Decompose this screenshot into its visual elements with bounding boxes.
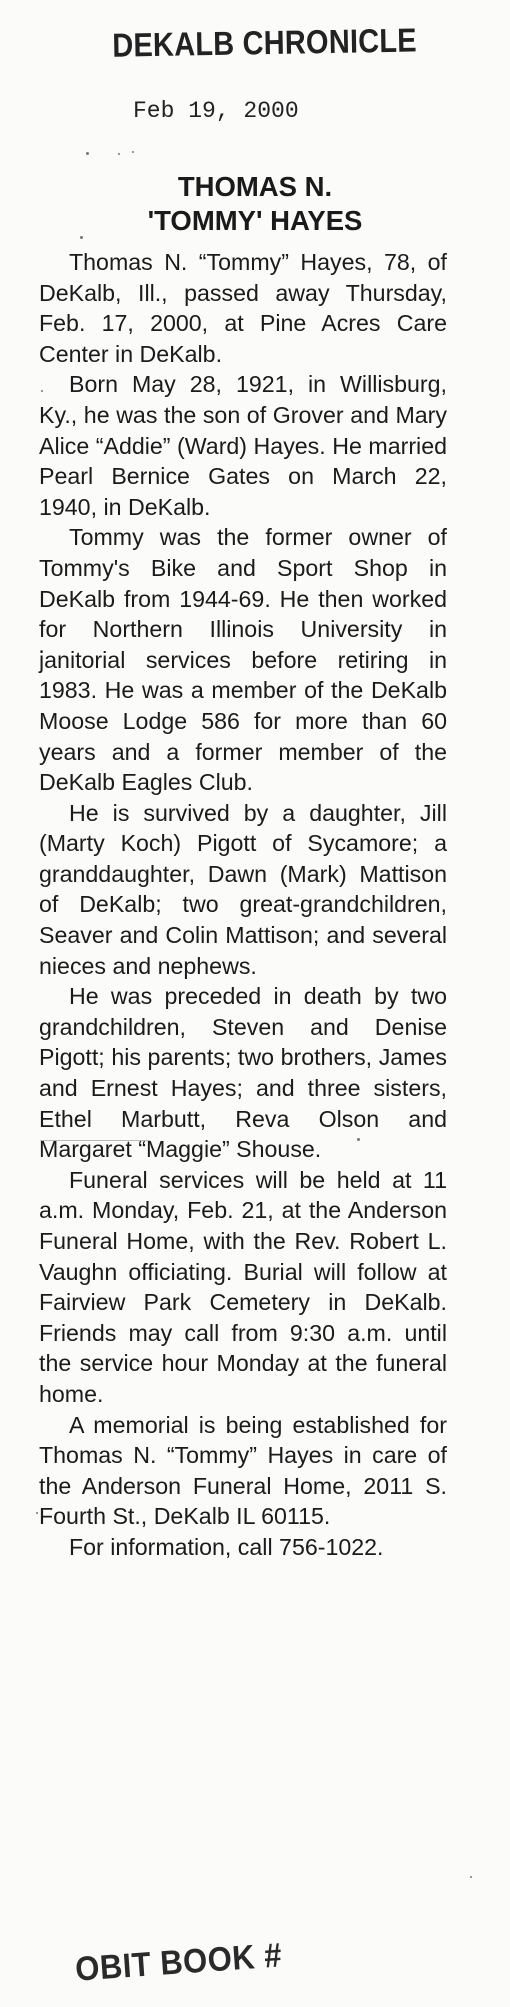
paragraph-memorial: A memorial is being established for Thomas N. “Tommy” Hayes in care of the Anderson Funeral Home, 2011 S. Fourth St., DeKalb IL 60115.: [39, 1411, 447, 1530]
publication-date: Feb 19, 2000: [133, 98, 299, 124]
paragraph-preceded: He was preceded in death by two grandchildren, Steven and Denise Pigott; his parents; two brothers, James and Ernest Hayes; and three sisters, Ethel Marbutt, Reva Olson and Margaret “Maggie” Shouse.: [39, 983, 447, 1163]
publication-name: DEKALB CHRONICLE: [112, 22, 418, 65]
paper-speck: [86, 152, 89, 155]
headline: [60, 170, 450, 238]
paper-speck: [132, 151, 134, 153]
paper-speck: [470, 1876, 472, 1878]
paper-speck: [118, 153, 120, 155]
obituary-body: [39, 247, 447, 1563]
paper-speck: [36, 1512, 38, 1514]
obit-book-stamp: OBIT BOOK #: [74, 1935, 284, 1989]
paragraph-birth-marriage: Born May 28, 1921, in Willisburg, Ky., he was the son of Grover and Mary Alice “Addie” (Ward) Hayes. He married Pearl Bernice Gates on March 22, 1940, in DeKalb.: [39, 371, 447, 520]
paragraph-career: Tommy was the former owner of Tommy's Bike and Sport Shop in DeKalb from 1944-69. He then worked for Northern Illinois University in janitorial services before retiring in 1983. He was a member of the DeKalb Moose Lodge 586 for more than 60 years and a former member of the DeKalb Eagles Club.: [39, 524, 447, 796]
paragraph-contact: For information, call 756-1022.: [69, 1533, 384, 1560]
paragraph-funeral: Funeral services will be held at 11 a.m. Monday, Feb. 21, at the Anderson Funeral Home, with the Rev. Robert L. Vaughn officiating. Burial will follow at Fairview Park Cemetery in DeKalb. Friends may call from 9:30 a.m. until the service hour Monday at the funeral home.: [39, 1166, 447, 1407]
headline-line-1: THOMAS N.: [177, 171, 333, 202]
headline-line-2: 'TOMMY' HAYES: [147, 205, 363, 236]
paragraph-death-notice: Thomas N. “Tommy” Hayes, 78, of DeKalb, Ill., passed away Thursday, Feb. 17, 2000, at Pine Acres Care Center in DeKalb.: [39, 249, 447, 367]
paragraph-survivors: He is survived by a daughter, Jill (Marty Koch) Pigott of Sycamore; a granddaughter, Dawn (Mark) Mattison of DeKalb; two great-grandchildren, Seaver and Colin Mattison; and several nieces and nephews.: [39, 799, 447, 979]
